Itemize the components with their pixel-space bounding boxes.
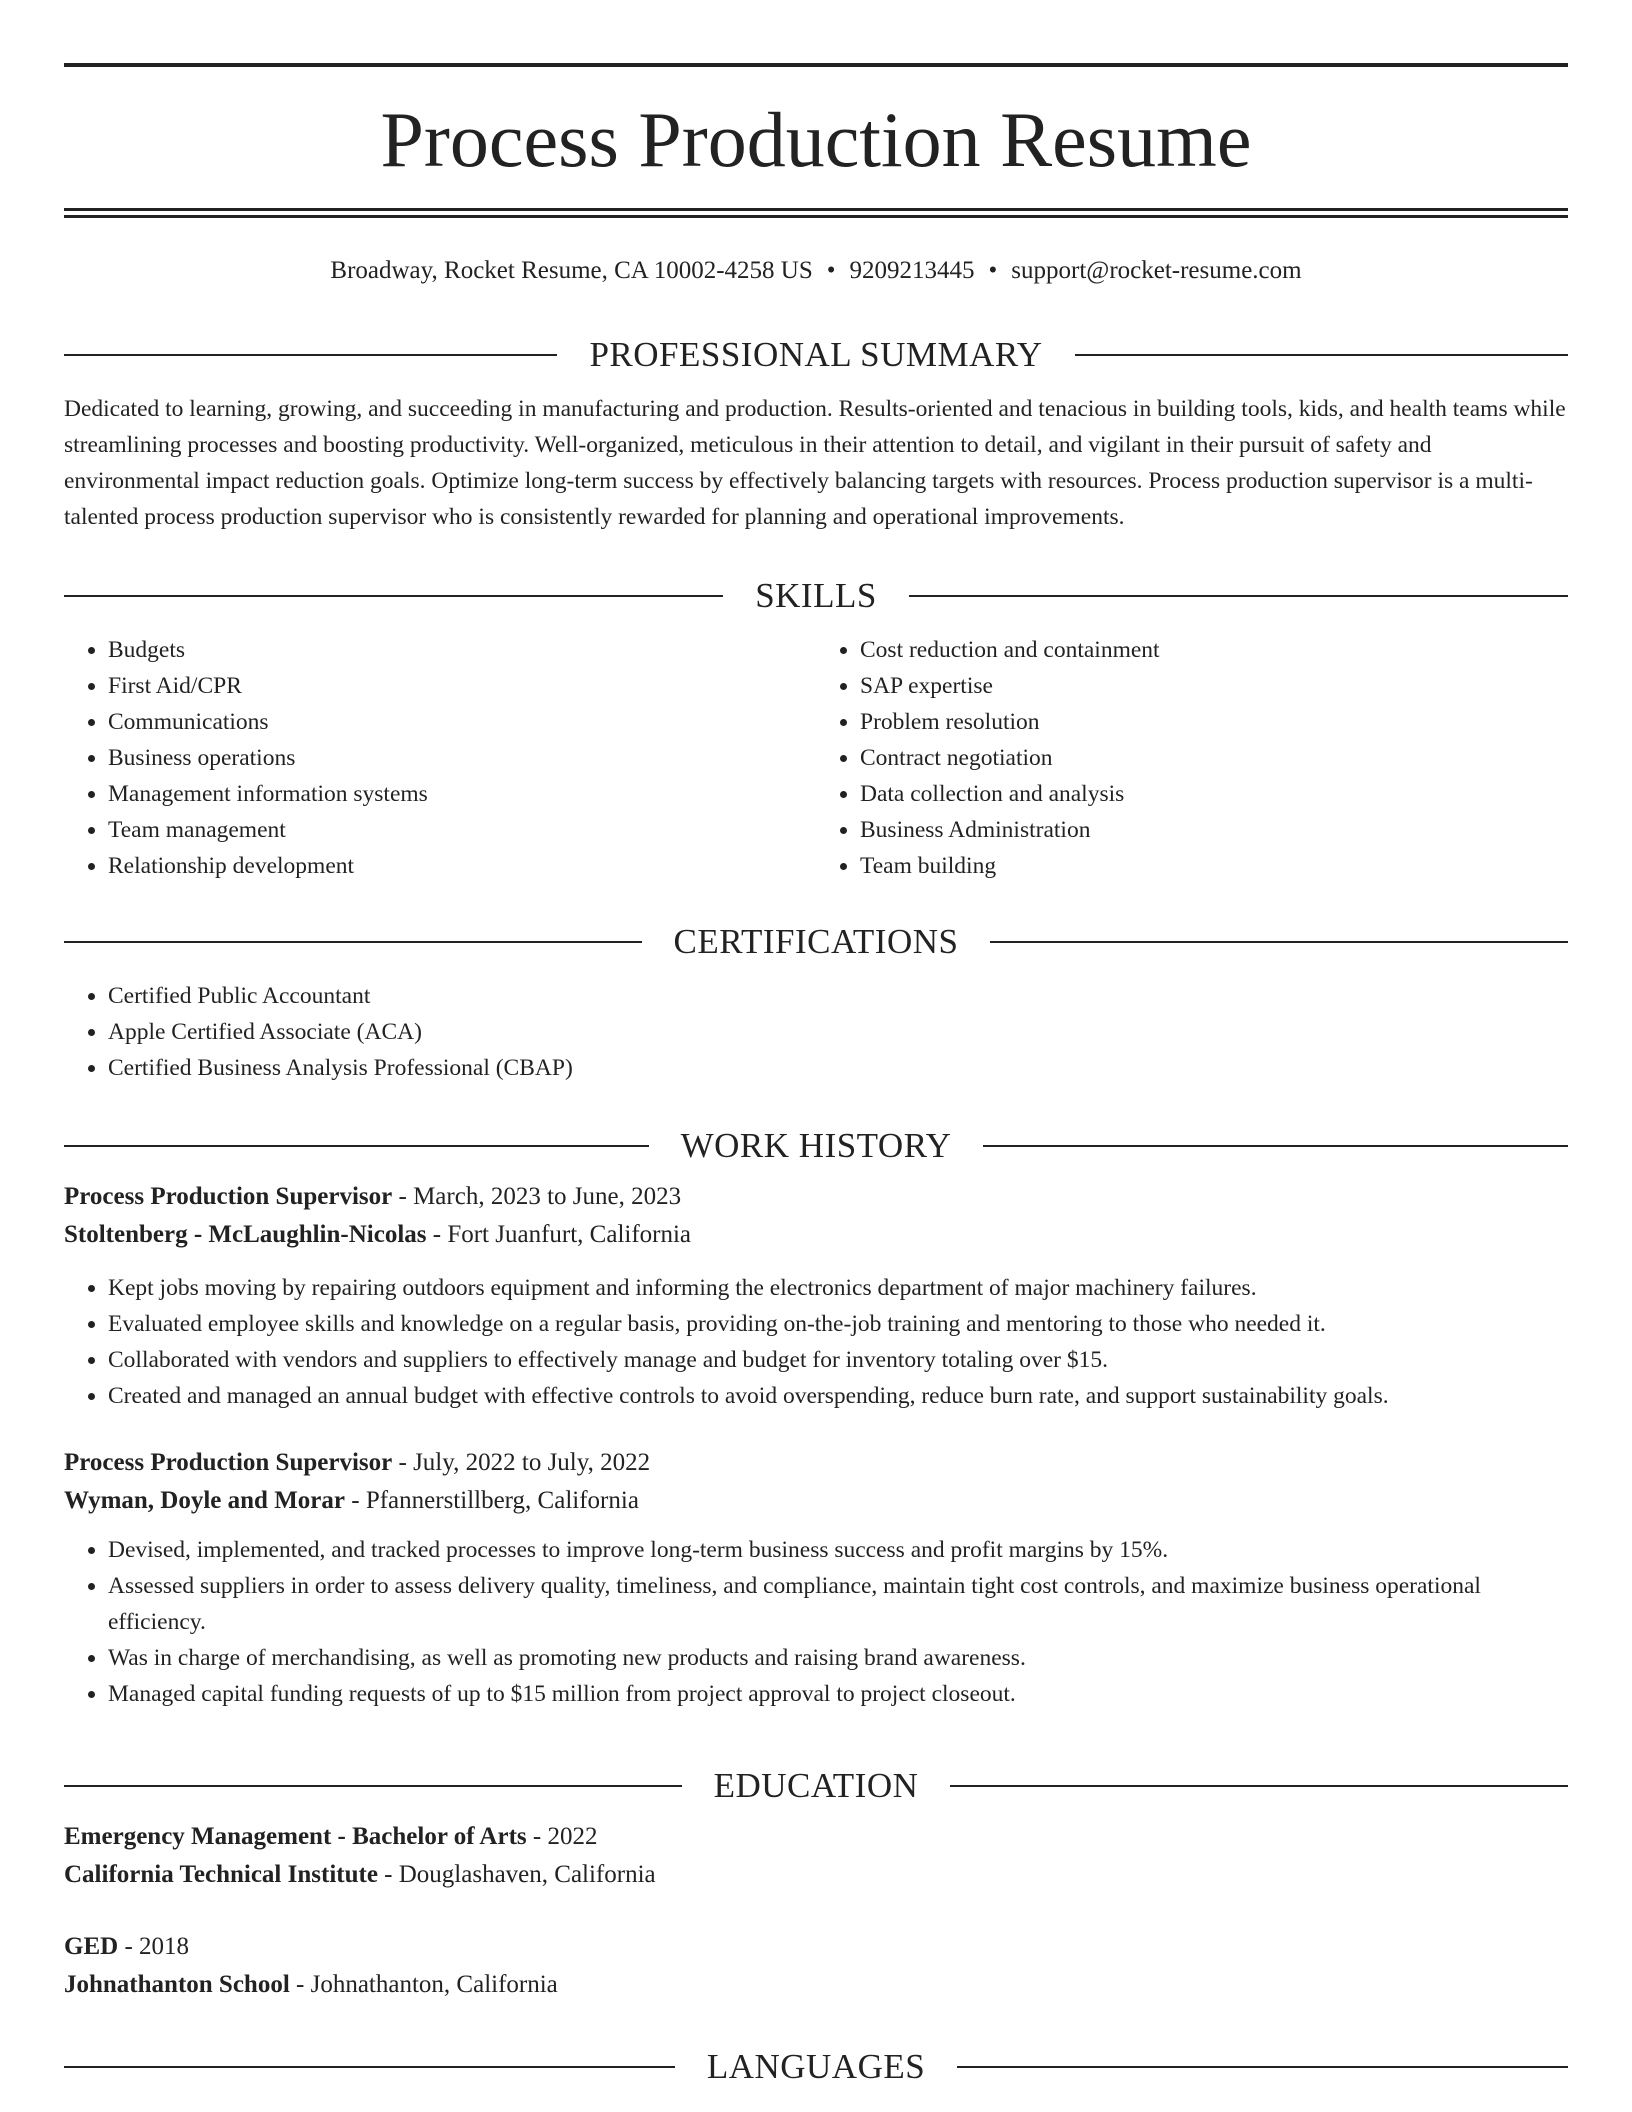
education-degree: GED (64, 1933, 119, 1960)
skill-item: • Problem resolution (860, 704, 1568, 740)
education-entry (64, 1818, 1568, 1894)
languages-heading (64, 2043, 1568, 2091)
job-bullet: • Assessed suppliers in order to assess delivery quality, timeliness, and compliance, maintain tight cost controls, and maximize business operational efficiency. (108, 1568, 1568, 1640)
education-heading-text: EDUCATION (713, 1766, 919, 1805)
contact-separator: • (826, 257, 836, 284)
education-school-line (64, 1856, 1568, 1894)
certifications-heading-text: CERTIFICATIONS (673, 922, 959, 961)
skill-item: • SAP expertise (860, 668, 1568, 704)
skills-section (64, 572, 1568, 884)
education-section (64, 1762, 1568, 2004)
job-title: Process Production Supervisor (64, 1183, 393, 1210)
education-school: California Technical Institute (64, 1861, 378, 1888)
job-bullets (64, 1532, 1568, 1712)
languages-heading-text: LANGUAGES (706, 2047, 926, 2086)
education-degree-line (64, 1928, 1568, 1966)
skill-item: • Management information systems (108, 776, 816, 812)
contact-phone: 9209213445 (849, 257, 975, 284)
certifications-section (64, 918, 1568, 1086)
skill-item: • Communications (108, 704, 816, 740)
job-bullets (64, 1270, 1568, 1414)
contact-email[interactable]: support@rocket-resume.com (1011, 257, 1302, 284)
certification-item: • Certified Business Analysis Professional (CBAP) (108, 1050, 1568, 1086)
certifications-heading (64, 918, 1568, 966)
job-location: - Pfannerstillberg, California (345, 1487, 639, 1514)
skill-item: • Budgets (108, 632, 816, 668)
skills-heading (64, 572, 1568, 620)
education-location: - Johnathanton, California (289, 1971, 558, 1998)
skill-item: • Team management (108, 812, 816, 848)
resume-title: Process Production Resume (380, 96, 1252, 183)
job-title-line (64, 1178, 1568, 1216)
skill-item: • Data collection and analysis (860, 776, 1568, 812)
skill-item: • First Aid/CPR (108, 668, 816, 704)
job-bullet: • Kept jobs moving by repairing outdoors equipment and informing the electronics department of major machinery failures. (108, 1270, 1568, 1306)
skills-list-left (64, 632, 816, 884)
job-bullet: • Collaborated with vendors and suppliers to effectively manage and budget for inventory totaling over $15. (108, 1342, 1568, 1378)
certifications-list (64, 978, 1568, 1086)
certification-item: • Apple Certified Associate (ACA) (108, 1014, 1568, 1050)
job-dates: - July, 2022 to July, 2022 (392, 1449, 651, 1476)
job-bullet: • Created and managed an annual budget with effective controls to avoid overspending, reduce burn rate, and support sustainability goals. (108, 1378, 1568, 1414)
work-heading (64, 1122, 1568, 1170)
skill-item: • Business Administration (860, 812, 1568, 848)
contact-address: Broadway, Rocket Resume, CA 10002-4258 US (330, 257, 813, 284)
summary-section (64, 331, 1568, 535)
education-year: - 2022 (526, 1823, 598, 1850)
education-year: - 2018 (118, 1933, 190, 1960)
job-bullet: • Devised, implemented, and tracked processes to improve long-term business success and profit margins by 15%. (108, 1532, 1568, 1568)
education-degree: Emergency Management - Bachelor of Arts (64, 1823, 527, 1850)
job-company: Stoltenberg - McLaughlin-Nicolas (64, 1221, 427, 1248)
education-degree-line (64, 1818, 1568, 1856)
skill-item: • Team building (860, 848, 1568, 884)
summary-text: Dedicated to learning, growing, and succeeding in manufacturing and production. Results-oriented and tenacious in building tools, kids, and health teams while streamlining processes and boosting productivity. Well-organized, meticulous in their attention to detail, and vigilant in their pursuit of safety and environmental impact reduction goals. Optimize long-term success by effectively balancing targets with resources. Process production supervisor is a multi-talented process production supervisor who is consistently rewarded for planning and operational improvements. (64, 396, 1566, 530)
work-entry (64, 1178, 1568, 1414)
job-bullet: • Evaluated employee skills and knowledge on a regular basis, providing on-the-job training and mentoring to those who needed it. (108, 1306, 1568, 1342)
summary-heading-text: PROFESSIONAL SUMMARY (589, 335, 1043, 374)
job-dates: - March, 2023 to June, 2023 (392, 1183, 682, 1210)
job-company-line (64, 1216, 1568, 1254)
summary-heading (64, 331, 1568, 379)
certification-item: • Certified Public Accountant (108, 978, 1568, 1014)
top-rule (64, 63, 1568, 67)
title-double-rule (64, 208, 1568, 218)
job-company: Wyman, Doyle and Morar (64, 1487, 345, 1514)
education-school: Johnathanton School (64, 1971, 290, 1998)
work-entry (64, 1444, 1568, 1712)
contact-separator: • (988, 257, 998, 284)
job-company-line (64, 1482, 1568, 1520)
skill-item: • Cost reduction and containment (860, 632, 1568, 668)
skill-item: • Relationship development (108, 848, 816, 884)
skills-columns (64, 632, 1568, 884)
job-location: - Fort Juanfurt, California (426, 1221, 692, 1248)
job-title: Process Production Supervisor (64, 1449, 393, 1476)
skills-heading-text: SKILLS (755, 576, 877, 615)
education-heading (64, 1762, 1568, 1810)
education-school-line (64, 1966, 1568, 2004)
education-entry (64, 1928, 1568, 2004)
skill-item: • Contract negotiation (860, 740, 1568, 776)
skill-item: • Business operations (108, 740, 816, 776)
job-title-line (64, 1444, 1568, 1482)
skills-list-right (816, 632, 1568, 884)
job-bullet: • Managed capital funding requests of up to $15 million from project approval to project closeout. (108, 1676, 1568, 1712)
job-bullet: • Was in charge of merchandising, as well as promoting new products and raising brand awareness. (108, 1640, 1568, 1676)
education-location: - Douglashaven, California (377, 1861, 656, 1888)
contact-line (64, 256, 1568, 286)
work-section (64, 1122, 1568, 1712)
languages-section (64, 2043, 1568, 2091)
work-heading-text: WORK HISTORY (680, 1126, 952, 1165)
